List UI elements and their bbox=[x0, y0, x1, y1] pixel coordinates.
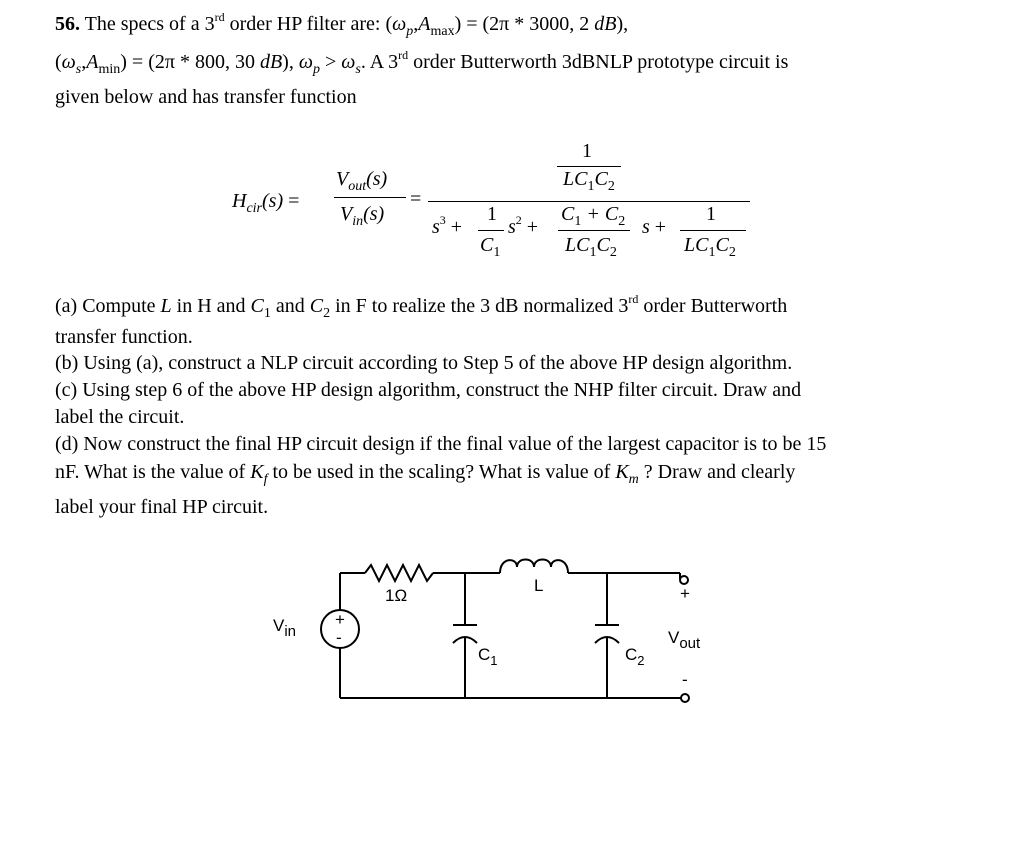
superscript: rd bbox=[214, 10, 225, 24]
c-term: + C bbox=[581, 203, 619, 225]
s-symbol: s bbox=[508, 216, 516, 238]
c1-label bbox=[478, 645, 498, 668]
subscript: 1 bbox=[574, 214, 582, 229]
subscript: 2 bbox=[728, 245, 736, 260]
v-symbol: V bbox=[340, 203, 353, 225]
subscript: 1 bbox=[587, 179, 595, 194]
text: ) = (2π * 3000, 2 bbox=[454, 13, 595, 35]
arg: (s) bbox=[262, 190, 284, 212]
subscript: m bbox=[628, 472, 639, 487]
numerator-denominator bbox=[563, 168, 615, 194]
vin-label bbox=[273, 616, 296, 640]
output-minus: - bbox=[682, 670, 688, 689]
omega-symbol: ω bbox=[341, 51, 356, 73]
text: > bbox=[319, 51, 342, 73]
v-label: V bbox=[668, 628, 680, 647]
vout-numerator bbox=[336, 168, 388, 194]
omega-symbol: ω bbox=[392, 13, 407, 35]
equals-sign: = bbox=[410, 188, 422, 210]
c-term: C bbox=[715, 234, 729, 256]
c-label: C bbox=[478, 645, 491, 664]
plus-sign: + bbox=[450, 216, 463, 238]
text: , bbox=[81, 51, 87, 73]
subscript: 2 bbox=[323, 306, 331, 321]
frac2-denominator bbox=[565, 234, 617, 260]
subscript: 1 bbox=[493, 245, 501, 260]
c-term: C bbox=[594, 168, 608, 190]
text: order Butterworth bbox=[638, 295, 788, 317]
subscript: p bbox=[312, 62, 320, 77]
l-symbol: L bbox=[160, 295, 172, 317]
denominator-s2 bbox=[508, 213, 539, 239]
c-symbol: C bbox=[250, 295, 264, 317]
part-c-line-2: label the circuit. bbox=[55, 406, 185, 428]
c-label: C bbox=[625, 645, 638, 664]
h-symbol: H bbox=[232, 190, 247, 212]
text: nF. What is the value of bbox=[55, 461, 251, 483]
subscript: out bbox=[348, 179, 367, 194]
unit-db: dB bbox=[259, 51, 283, 73]
text: ), bbox=[616, 13, 629, 35]
omega-symbol: ω bbox=[61, 51, 76, 73]
text: . A 3 bbox=[360, 51, 399, 73]
text: The specs of a 3 bbox=[84, 13, 215, 35]
fraction-bar bbox=[334, 197, 406, 198]
s-symbol: s bbox=[432, 216, 440, 238]
frac1-numerator: 1 bbox=[487, 203, 497, 225]
part-a-line-2: transfer function. bbox=[55, 326, 193, 348]
inductor-icon bbox=[500, 560, 568, 574]
subscript: cir bbox=[246, 201, 263, 216]
frac2-numerator bbox=[561, 203, 626, 229]
c2-label bbox=[625, 645, 645, 668]
part-d-line-2 bbox=[55, 460, 796, 487]
subscript: f bbox=[263, 472, 268, 487]
subscript: in bbox=[352, 214, 364, 229]
subscript: 1 bbox=[589, 245, 597, 260]
subscript: p bbox=[406, 24, 414, 39]
subscript: 1 bbox=[708, 245, 716, 260]
subscript: s bbox=[355, 62, 361, 77]
frac3-numerator: 1 bbox=[706, 203, 716, 225]
c-term: C bbox=[596, 234, 610, 256]
numerator-one: 1 bbox=[582, 140, 592, 162]
fraction-bar bbox=[478, 230, 504, 231]
denominator-s1 bbox=[642, 216, 666, 239]
c-term: C bbox=[561, 203, 575, 225]
equals-sign: = bbox=[288, 190, 300, 212]
resistor-label: 1Ω bbox=[385, 586, 408, 605]
text: ? Draw and clearly bbox=[638, 461, 796, 483]
text: ( bbox=[55, 51, 62, 73]
c-term: C bbox=[480, 234, 494, 256]
s-symbol: s bbox=[642, 216, 650, 238]
text: and bbox=[270, 295, 310, 317]
v-label: V bbox=[273, 616, 285, 635]
subscript: min bbox=[98, 62, 121, 77]
output-terminal-icon bbox=[681, 694, 689, 702]
subscript: s bbox=[75, 62, 82, 77]
frac3-denominator bbox=[684, 234, 736, 260]
problem-line-2 bbox=[55, 48, 789, 77]
text: to be used in the scaling? What is value of bbox=[267, 461, 616, 483]
source-minus: - bbox=[336, 628, 342, 647]
subscript: 2 bbox=[618, 214, 626, 229]
text: order Butterworth 3dBNLP prototype circuit is bbox=[408, 51, 789, 73]
exponent: 3 bbox=[439, 213, 446, 227]
problem-line-1 bbox=[55, 10, 629, 39]
lc-term: LC bbox=[684, 234, 709, 256]
c-sub: 2 bbox=[637, 653, 645, 668]
subscript: 2 bbox=[607, 179, 615, 194]
v-sub: out bbox=[679, 635, 701, 652]
text: ) = (2π * 800, 30 bbox=[120, 51, 260, 73]
part-c-line-1: (c) Using step 6 of the above HP design algorithm, construct the NHP filter circuit. Draw and bbox=[55, 379, 802, 401]
plus-sign: + bbox=[654, 216, 667, 238]
superscript: rd bbox=[628, 292, 639, 306]
denominator-s3 bbox=[432, 213, 463, 239]
problem-line-3: given below and has transfer function bbox=[55, 86, 357, 108]
part-a-line-1 bbox=[55, 292, 788, 321]
k-symbol: K bbox=[250, 461, 264, 483]
amplitude-symbol: A bbox=[86, 51, 99, 73]
subscript: 1 bbox=[263, 306, 271, 321]
arg: (s) bbox=[366, 168, 388, 190]
c-sub: 1 bbox=[490, 653, 498, 668]
text: in F to realize the 3 dB normalized 3 bbox=[330, 295, 629, 317]
main-fraction-bar bbox=[428, 201, 750, 202]
lc-term: LC bbox=[565, 234, 590, 256]
resistor-icon bbox=[365, 565, 433, 581]
text: , bbox=[413, 13, 419, 35]
subscript: max bbox=[430, 24, 455, 39]
exponent: 2 bbox=[515, 213, 522, 227]
vin-denominator bbox=[340, 203, 385, 229]
source-plus: + bbox=[335, 610, 345, 629]
part-d-line-3: label your final HP circuit. bbox=[55, 496, 269, 518]
superscript: rd bbox=[398, 48, 409, 62]
text: order HP filter are: ( bbox=[224, 13, 393, 35]
output-terminal-icon bbox=[680, 576, 688, 584]
lc-term: LC bbox=[563, 168, 588, 190]
output-plus: + bbox=[680, 584, 690, 603]
plus-sign: + bbox=[526, 216, 539, 238]
fraction-bar bbox=[557, 166, 621, 167]
text: in H and bbox=[171, 295, 251, 317]
v-symbol: V bbox=[336, 168, 349, 190]
v-sub: in bbox=[284, 623, 297, 640]
omega-symbol: ω bbox=[298, 51, 313, 73]
subscript: 2 bbox=[609, 245, 617, 260]
amplitude-symbol: A bbox=[418, 13, 431, 35]
frac1-denominator bbox=[480, 234, 501, 260]
text: ), bbox=[282, 51, 299, 73]
k-symbol: K bbox=[615, 461, 629, 483]
lhs bbox=[232, 190, 300, 216]
text: (a) Compute bbox=[55, 295, 161, 317]
part-b: (b) Using (a), construct a NLP circuit according to Step 5 of the above HP design algorithm. bbox=[55, 352, 793, 374]
part-d-line-1: (d) Now construct the final HP circuit design if the final value of the largest capacitor is to be 15 bbox=[55, 433, 827, 455]
fraction-bar bbox=[680, 230, 746, 231]
circuit-diagram bbox=[245, 545, 725, 725]
c-symbol: C bbox=[309, 295, 324, 317]
problem-number: 56. bbox=[55, 13, 80, 35]
unit-db: dB bbox=[594, 13, 617, 35]
inductor-label: L bbox=[534, 576, 544, 595]
fraction-bar bbox=[558, 230, 630, 231]
vout-label bbox=[668, 628, 701, 652]
arg: (s) bbox=[363, 203, 385, 225]
